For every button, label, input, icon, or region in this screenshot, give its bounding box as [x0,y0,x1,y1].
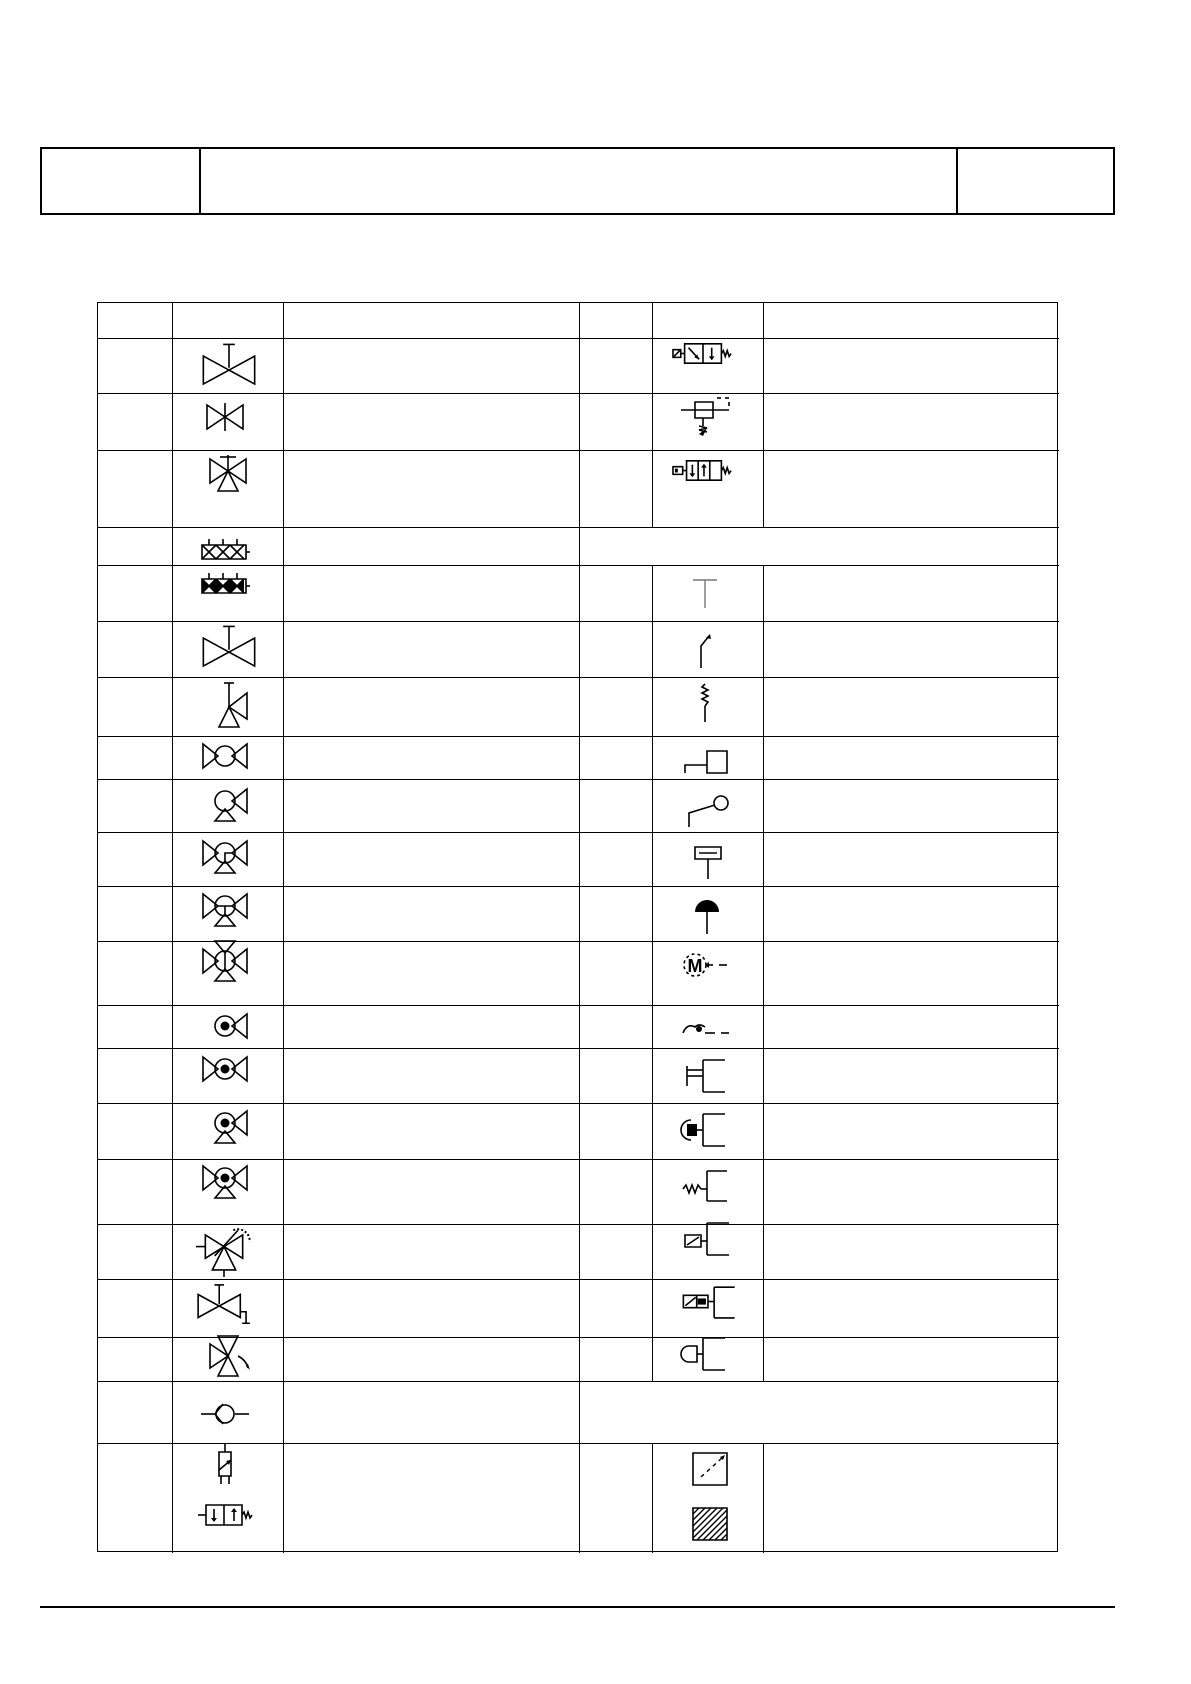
gate-valve-icon [201,397,249,437]
ball-four-way-valve-icon [201,941,249,981]
solenoid-valve-spring-return-icon [198,1501,254,1529]
table-rule [763,303,764,527]
pressure-reducing-valve-icon [201,1444,249,1494]
electric-motor-operator-icon [681,945,729,985]
roller-actuator-icon [681,1334,729,1374]
angle-valve-icon [209,681,257,729]
piston-actuator-icon [683,1056,731,1096]
plug-angle-valve-icon [201,1006,249,1046]
valve-manifold-closed-icon [200,567,252,597]
header-divider-right [956,149,958,213]
table-rule [763,1443,764,1553]
double-solenoid-valve-icon [673,453,733,489]
filter-icon [687,1449,735,1489]
valve-manifold-icon [200,533,252,563]
ball-valve-icon [201,736,249,776]
plug-valve-icon [201,1049,249,1089]
mushroom-button-operator-icon [681,894,729,934]
symbol-legend-table [97,302,1058,1552]
push-button-actuator-icon [681,1110,729,1150]
spring-actuator-icon [681,1165,729,1205]
hydraulic-operator-icon [681,1003,729,1043]
pressure-relief-valve-icon [681,394,729,438]
svg-text:M: M [687,956,703,976]
plug-angle-valve-alt-icon [201,1103,249,1143]
solid-block-hatched-icon [687,1504,735,1544]
table-rule [172,303,173,1553]
ball-lever-operator-icon [681,787,729,827]
solenoid-directional-valve-icon [673,336,733,372]
gate-valve-handwheel-icon [201,342,257,390]
square-handle-operator-icon [681,739,729,779]
solenoid-actuator-icon [681,1219,729,1259]
lever-operator-icon [681,628,729,668]
plug-three-way-valve-icon [201,1158,249,1198]
ball-angle-valve-icon [201,781,249,821]
check-valve-icon [201,1394,249,1434]
table-rule [652,303,653,527]
spring-operator-icon [681,682,729,722]
table-rule [763,565,764,1381]
header-divider-left [199,149,201,213]
header-box [40,147,1115,215]
three-way-valve-icon [204,451,252,499]
table-rule [652,565,653,1381]
valve-with-drain-icon [196,1283,252,1329]
table-rule [579,303,580,1553]
globe-valve-handwheel-icon [201,624,257,672]
table-rule [652,1443,653,1553]
three-way-valve-quarter-turn-icon [204,1336,252,1376]
table-rule [283,303,284,1553]
double-solenoid-actuator-icon [681,1281,737,1321]
ball-three-way-t-port-icon [201,886,249,926]
t-handle-operator-icon [681,839,729,879]
ball-three-way-l-port-icon [201,833,249,873]
control-valve-three-way-icon [196,1223,252,1269]
footer-rule [40,1606,1115,1608]
manual-operator-icon [681,574,729,614]
